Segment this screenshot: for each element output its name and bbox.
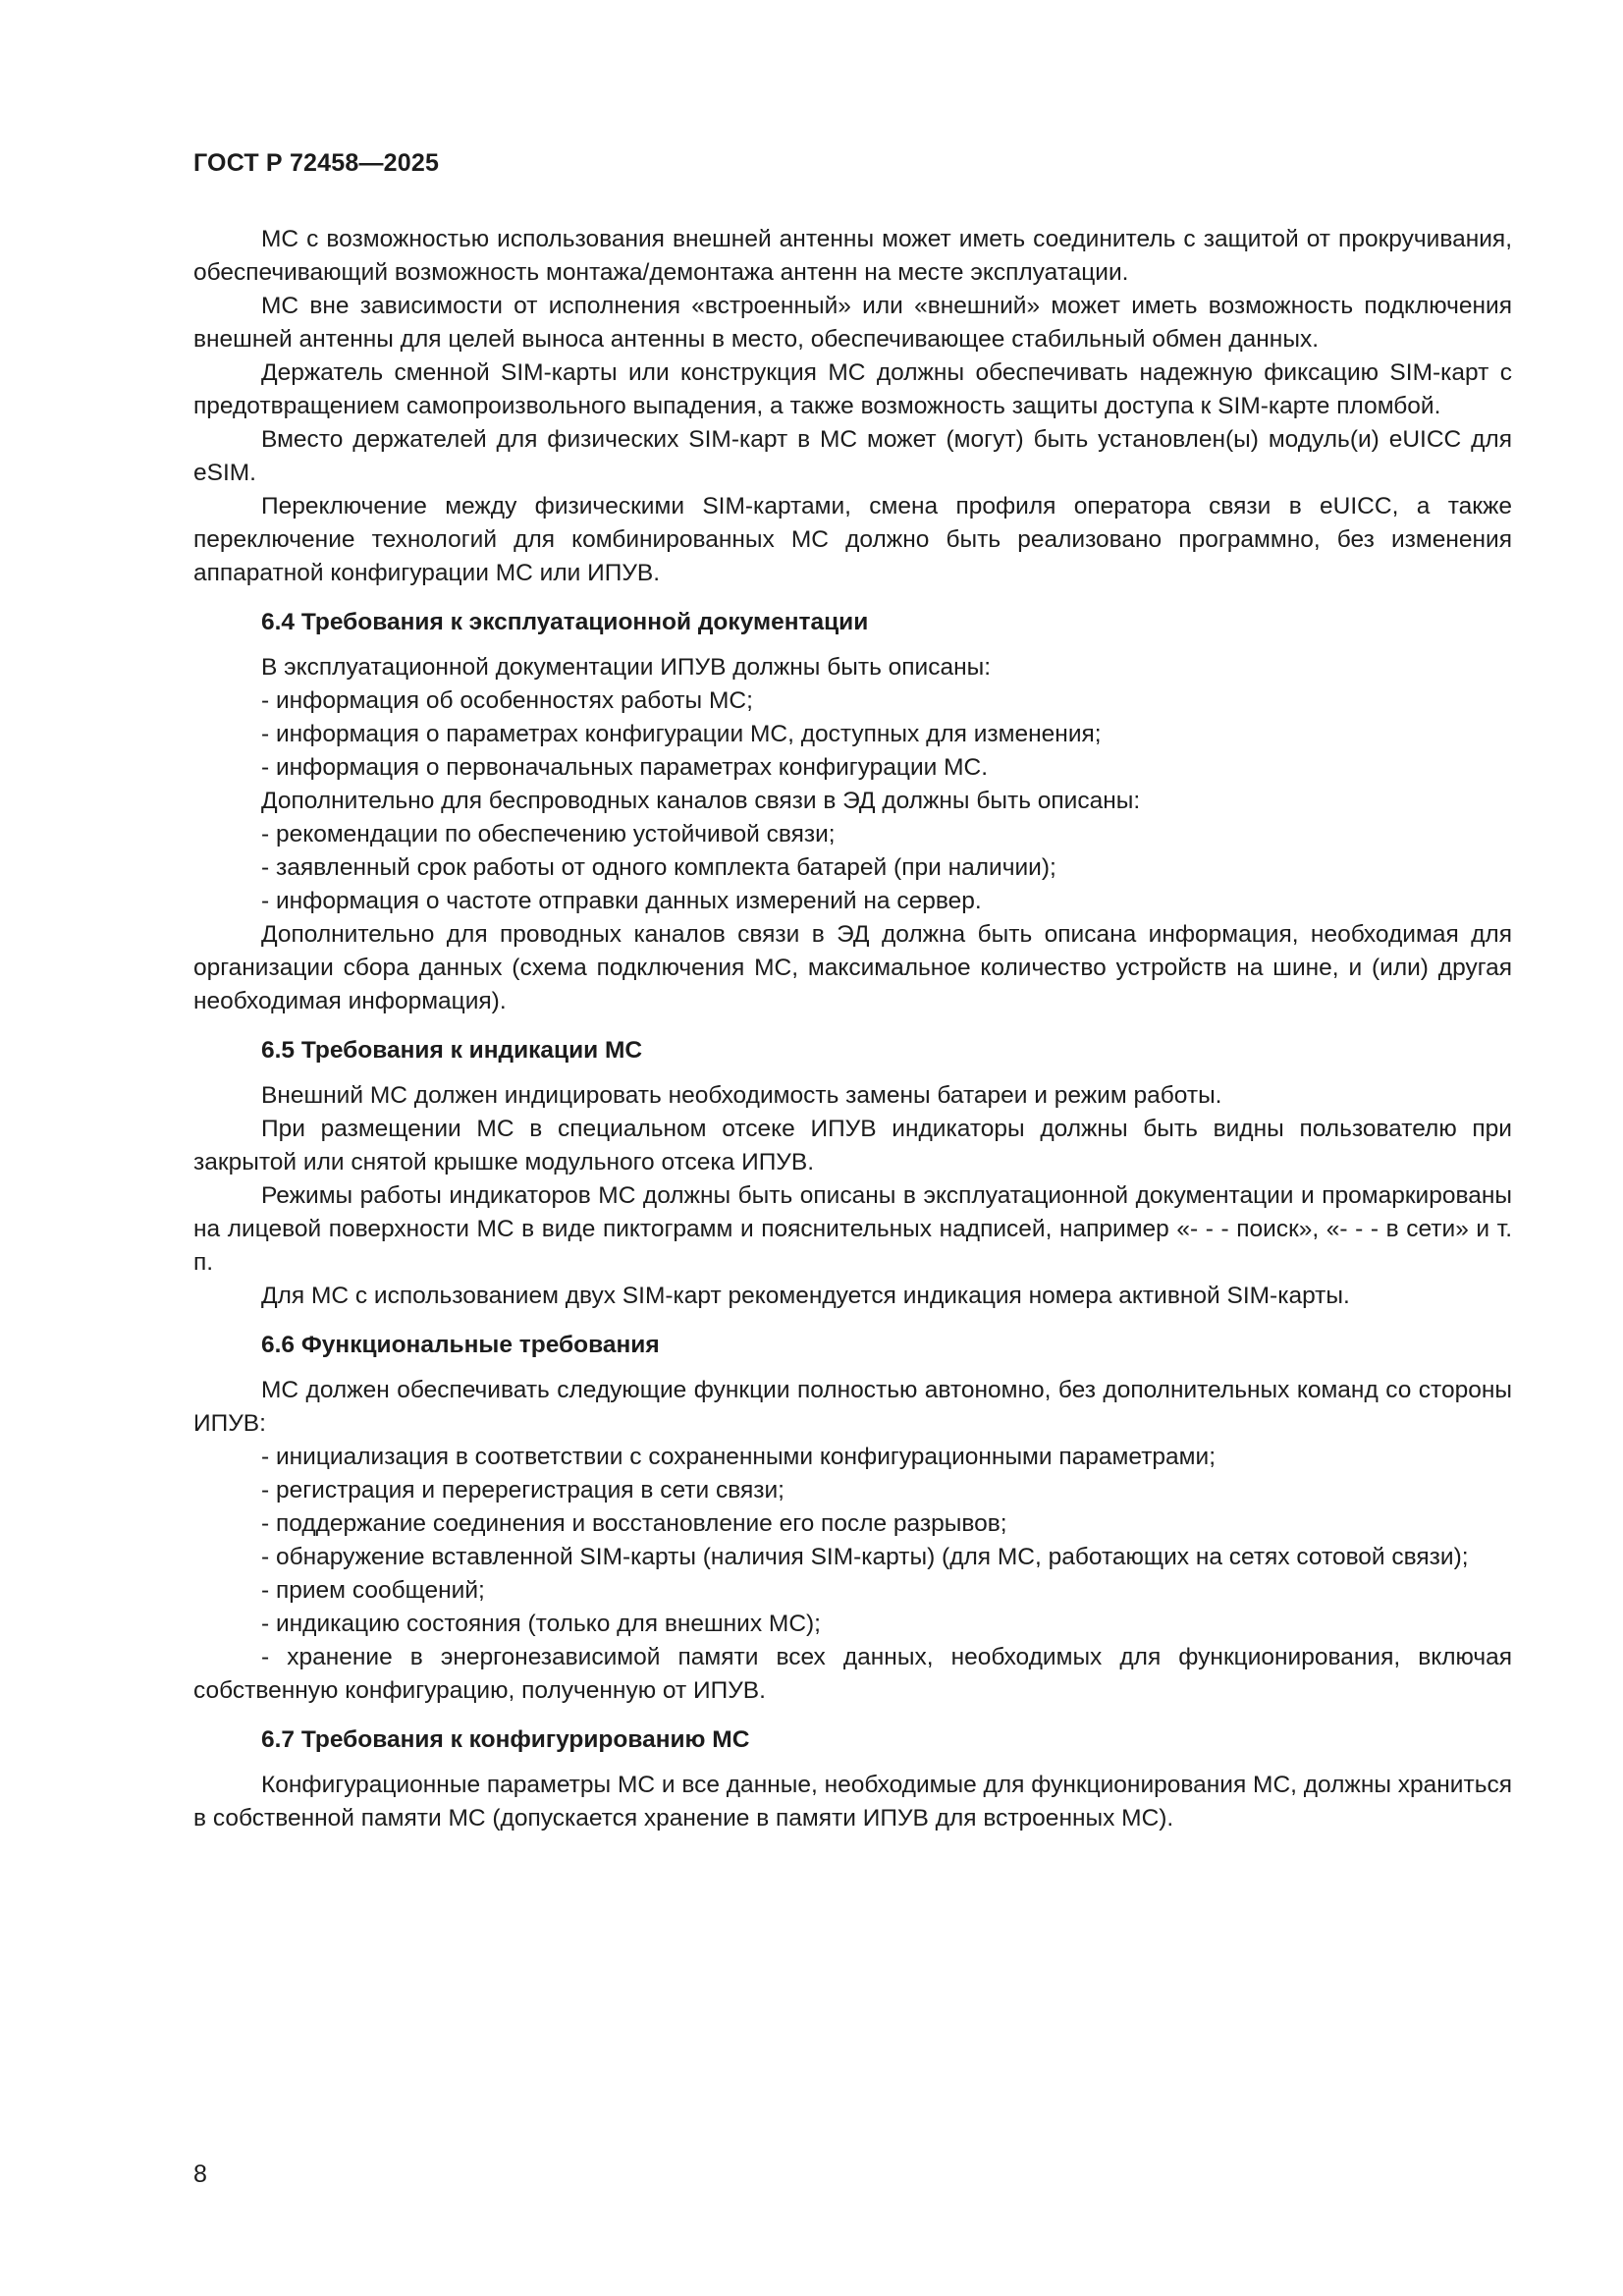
list-item: - регистрация и перерегистрация в сети связи; bbox=[261, 1477, 784, 1503]
paragraph: Держатель сменной SIM-карты или конструкция МС должны обеспечивать надежную фиксацию SIM-карт с предотвращением самопроизвольного выпадения, а также возможность защиты доступа к SIM-карте пломбой. bbox=[193, 359, 1512, 419]
list-item: - заявленный срок работы от одного комплекта батарей (при наличии); bbox=[261, 854, 1056, 881]
list-item: - информация о первоначальных параметрах конфигурации МС. bbox=[261, 754, 989, 781]
paragraph: В эксплуатационной документации ИПУВ должны быть описаны: bbox=[261, 654, 992, 681]
list-item: - прием сообщений; bbox=[261, 1577, 485, 1604]
list-item: - хранение в энергонезависимой памяти всех данных, необходимых для функционирования, включая собственную конфигурацию, полученную от ИПУВ. bbox=[193, 1644, 1512, 1704]
paragraph: Для МС с использованием двух SIM-карт рекомендуется индикация номера активной SIM-карты. bbox=[261, 1283, 1350, 1309]
paragraph: МС вне зависимости от исполнения «встроенный» или «внешний» может иметь возможность подключения внешней антенны для целей выноса антенны в место, обеспечивающее стабильный обмен данных. bbox=[193, 293, 1512, 353]
section-heading-6-5: 6.5 Требования к индикации МС bbox=[261, 1037, 643, 1064]
paragraph: При размещении МС в специальном отсеке ИПУВ индикаторы должны быть видны пользователю при закрытой или снятой крышке модульного отсека ИПУВ. bbox=[193, 1116, 1512, 1175]
paragraph: Режимы работы индикаторов МС должны быть описаны в эксплуатационной документации и промаркированы на лицевой поверхности МС в виде пиктограмм и пояснительных надписей, например «- - - поиск», «- - - в сети» и т. п. bbox=[193, 1182, 1512, 1276]
list-item: - рекомендации по обеспечению устойчивой связи; bbox=[261, 821, 836, 847]
page-number: 8 bbox=[193, 2160, 207, 2188]
paragraph: Дополнительно для проводных каналов связи в ЭД должна быть описана информация, необходимая для организации сбора данных (схема подключения МС, максимальное количество устройств на шине, и (или) другая необходимая информация). bbox=[193, 921, 1512, 1014]
document-body bbox=[193, 223, 1512, 1835]
list-item: - информация об особенностях работы МС; bbox=[261, 687, 753, 714]
list-item: - поддержание соединения и восстановление его после разрывов; bbox=[261, 1510, 1007, 1537]
document-header: ГОСТ Р 72458—2025 bbox=[193, 149, 440, 177]
list-item: - индикацию состояния (только для внешних МС); bbox=[261, 1611, 821, 1637]
list-item: - обнаружение вставленной SIM-карты (наличия SIM-карты) (для МС, работающих на сетях сотовой связи); bbox=[261, 1544, 1469, 1570]
list-item: - информация о частоте отправки данных измерений на сервер. bbox=[261, 888, 982, 914]
list-item: - инициализация в соответствии с сохраненными конфигурационными параметрами; bbox=[261, 1444, 1216, 1470]
paragraph: Внешний МС должен индицировать необходимость замены батареи и режим работы. bbox=[261, 1082, 1222, 1109]
section-heading-6-4: 6.4 Требования к эксплуатационной документации bbox=[261, 609, 869, 635]
paragraph: Дополнительно для беспроводных каналов связи в ЭД должны быть описаны: bbox=[261, 788, 1141, 814]
paragraph: Конфигурационные параметры МС и все данные, необходимые для функционирования МС, должны храниться в собственной памяти МС (допускается хранение в памяти ИПУВ для встроенных МС). bbox=[193, 1772, 1512, 1831]
section-heading-6-6: 6.6 Функциональные требования bbox=[261, 1332, 660, 1358]
paragraph: Переключение между физическими SIM-картами, смена профиля оператора связи в eUICC, а также переключение технологий для комбинированных МС должно быть реализовано программно, без изменения аппаратной конфигурации МС или ИПУВ. bbox=[193, 493, 1512, 586]
paragraph: Вместо держателей для физических SIM-карт в МС может (могут) быть установлен(ы) модуль(и) eUICC для eSIM. bbox=[193, 426, 1512, 486]
section-heading-6-7: 6.7 Требования к конфигурированию МС bbox=[261, 1726, 750, 1753]
paragraph: МС с возможностью использования внешней антенны может иметь соединитель с защитой от прокручивания, обеспечивающий возможность монтажа/демонтажа антенн на месте эксплуатации. bbox=[193, 226, 1512, 286]
paragraph: МС должен обеспечивать следующие функции полностью автономно, без дополнительных команд со стороны ИПУВ: bbox=[193, 1377, 1512, 1437]
list-item: - информация о параметрах конфигурации МС, доступных для изменения; bbox=[261, 721, 1102, 747]
